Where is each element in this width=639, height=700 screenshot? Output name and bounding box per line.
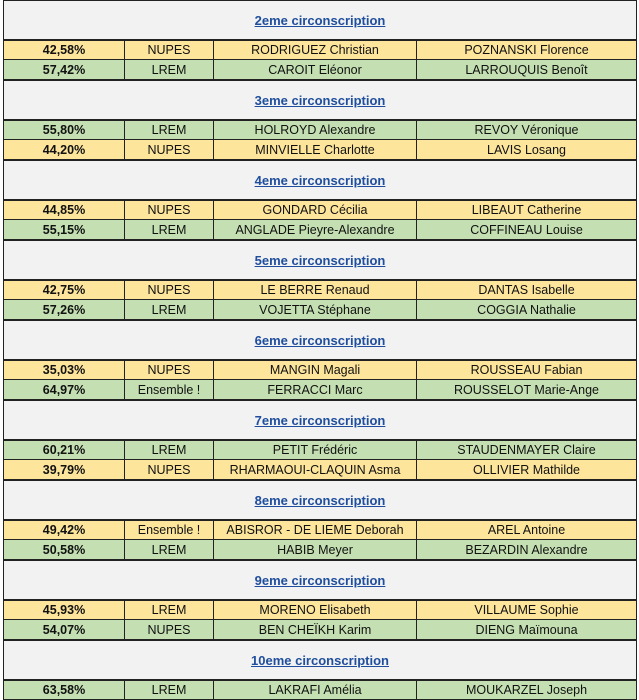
percent-cell: 42,58% (4, 41, 125, 59)
circonscription-header[interactable] (3, 160, 637, 200)
substitute-cell: AREL Antoine (487, 523, 566, 537)
substitute-cell: STAUDENMAYER Claire (457, 443, 596, 457)
substitute-cell: REVOY Véronique (474, 123, 579, 137)
percent-cell: 57,42% (4, 60, 125, 79)
result-row (3, 220, 637, 240)
percent-cell: 39,79% (4, 460, 125, 479)
result-row (3, 540, 637, 560)
substitute-cell: BEZARDIN Alexandre (465, 542, 588, 557)
circonscription-title[interactable]: 2eme circonscription (254, 12, 386, 28)
circonscription-header[interactable] (3, 560, 637, 600)
party-cell: NUPES (125, 201, 214, 219)
party-cell: NUPES (125, 140, 214, 159)
substitute-cell: LIBEAUT Catherine (471, 203, 582, 217)
sections-container (3, 0, 637, 700)
circonscription-title[interactable]: 3eme circonscription (254, 92, 386, 108)
circonscription-title[interactable]: 6eme circonscription (254, 332, 386, 348)
candidate-cell: HOLROYD Alexandre (214, 121, 417, 139)
percent-cell: 35,03% (4, 361, 125, 379)
party-cell: NUPES (125, 361, 214, 379)
result-row (3, 200, 637, 220)
party-cell: LREM (125, 220, 214, 239)
percent-cell: 63,58% (4, 681, 125, 699)
candidate-cell: PETIT Frédéric (214, 441, 417, 459)
percent-cell: 60,21% (4, 441, 125, 459)
percent-cell: 44,20% (4, 140, 125, 159)
circonscription-title[interactable]: 9eme circonscription (254, 572, 386, 588)
candidate-cell: LAKRAFI Amélia (214, 681, 417, 699)
substitute-cell: COGGIA Nathalie (477, 302, 576, 317)
candidate-cell: MINVIELLE Charlotte (214, 140, 417, 159)
result-row (3, 380, 637, 400)
candidate-cell: ABISROR - DE LIEME Deborah (214, 521, 417, 539)
result-row (3, 360, 637, 380)
party-cell: LREM (125, 601, 214, 619)
party-cell: NUPES (125, 620, 214, 639)
circonscription-header[interactable] (3, 480, 637, 520)
results-table (3, 0, 637, 700)
candidate-cell: FERRACCI Marc (214, 380, 417, 399)
substitute-cell: LAVIS Losang (487, 142, 566, 157)
party-cell: Ensemble ! (125, 380, 214, 399)
percent-cell: 55,15% (4, 220, 125, 239)
candidate-cell: MANGIN Magali (214, 361, 417, 379)
result-row (3, 520, 637, 540)
circonscription-header[interactable] (3, 0, 637, 40)
percent-cell: 49,42% (4, 521, 125, 539)
candidate-cell: GONDARD Cécilia (214, 201, 417, 219)
percent-cell: 42,75% (4, 281, 125, 299)
party-cell: LREM (125, 441, 214, 459)
party-cell: NUPES (125, 460, 214, 479)
circonscription-title[interactable]: 4eme circonscription (254, 172, 386, 188)
circonscription-header[interactable] (3, 80, 637, 120)
circonscription-header[interactable] (3, 640, 637, 680)
result-row (3, 620, 637, 640)
substitute-cell: DIENG Maïmouna (475, 622, 578, 637)
substitute-cell: ROUSSELOT Marie-Ange (454, 382, 599, 397)
result-row (3, 300, 637, 320)
candidate-cell: LE BERRE Renaud (214, 281, 417, 299)
percent-cell: 44,85% (4, 201, 125, 219)
percent-cell: 57,26% (4, 300, 125, 319)
party-cell: LREM (125, 300, 214, 319)
party-cell: NUPES (125, 281, 214, 299)
percent-cell: 54,07% (4, 620, 125, 639)
percent-cell: 64,97% (4, 380, 125, 399)
result-row (3, 440, 637, 460)
party-cell: LREM (125, 540, 214, 559)
circonscription-title[interactable]: 10eme circonscription (251, 652, 389, 668)
result-row (3, 40, 637, 60)
candidate-cell: HABIB Meyer (214, 540, 417, 559)
candidate-cell: RHARMAOUI-CLAQUIN Asma (214, 460, 417, 479)
substitute-cell: DANTAS Isabelle (478, 283, 575, 297)
substitute-cell: POZNANSKI Florence (464, 43, 589, 57)
candidate-cell: VOJETTA Stéphane (214, 300, 417, 319)
result-row (3, 280, 637, 300)
substitute-cell: COFFINEAU Louise (470, 222, 583, 237)
substitute-cell: OLLIVIER Mathilde (473, 462, 580, 477)
percent-cell: 50,58% (4, 540, 125, 559)
result-row (3, 600, 637, 620)
candidate-cell: RODRIGUEZ Christian (214, 41, 417, 59)
party-cell: Ensemble ! (125, 521, 214, 539)
substitute-cell: ROUSSEAU Fabian (470, 363, 583, 377)
result-row (3, 140, 637, 160)
circonscription-title[interactable]: 7eme circonscription (254, 412, 386, 428)
circonscription-title[interactable]: 8eme circonscription (254, 492, 386, 508)
party-cell: LREM (125, 60, 214, 79)
substitute-cell: LARROUQUIS Benoît (465, 62, 588, 77)
percent-cell: 45,93% (4, 601, 125, 619)
percent-cell: 55,80% (4, 121, 125, 139)
candidate-cell: CAROIT Eléonor (214, 60, 417, 79)
candidate-cell: BEN CHEÏKH Karim (214, 620, 417, 639)
substitute-cell: VILLAUME Sophie (474, 603, 579, 617)
substitute-cell: MOUKARZEL Joseph (465, 683, 588, 697)
result-row (3, 60, 637, 80)
candidate-cell: ANGLADE Pieyre-Alexandre (214, 220, 417, 239)
circonscription-header[interactable] (3, 240, 637, 280)
party-cell: NUPES (125, 41, 214, 59)
party-cell: LREM (125, 121, 214, 139)
result-row (3, 120, 637, 140)
result-row (3, 680, 637, 700)
circonscription-header[interactable] (3, 400, 637, 440)
candidate-cell: MORENO Elisabeth (214, 601, 417, 619)
result-row (3, 460, 637, 480)
circonscription-header[interactable] (3, 320, 637, 360)
party-cell: LREM (125, 681, 214, 699)
circonscription-title[interactable]: 5eme circonscription (254, 252, 386, 268)
